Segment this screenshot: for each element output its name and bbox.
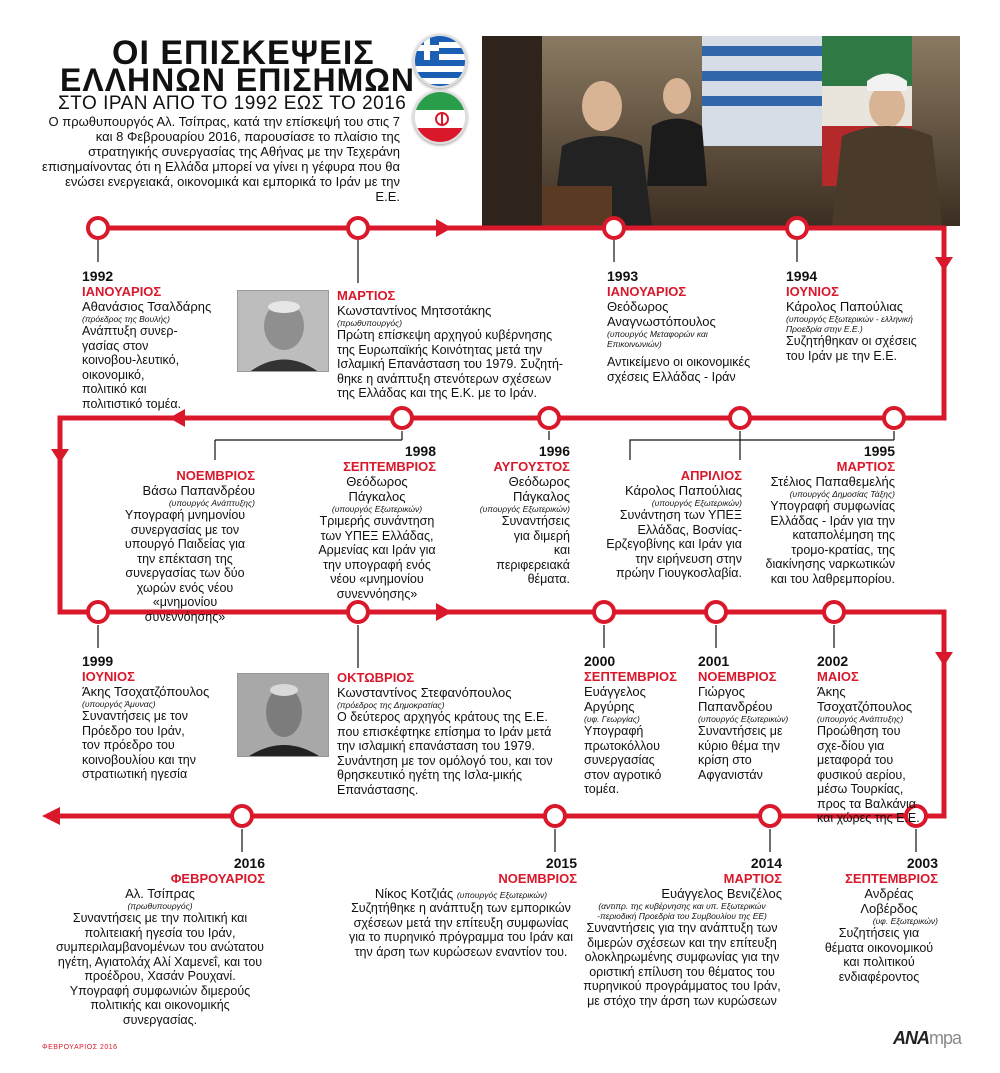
event-text: Συναντήσεις για την ανάπτυξη των διμερών σχέσεων και την επίτευξη ολοκληρωμένης συμφωνίας για την οριστική επίλυση του θέματος του πυρηνικού προγράμματος του Ιράν, με στόχο την άρση των κυρώσεων xyxy=(583,921,781,1008)
event-2002-may xyxy=(817,653,937,826)
event-year: 2016 xyxy=(233,855,265,871)
marker-1994 xyxy=(787,218,807,238)
event-text: Πρώτη επίσκεψη αρχηγού κυβέρνησης της Ευρωπαϊκής Κοινότητας μετά την Ισλαμική Επανάσταση του 1979. Συζητή-θηκε η ανάπτυξη στενότερων σχέσεων της Ελλάδας και της Ε.Κ. με το Ιράν. xyxy=(337,328,564,400)
event-1998-nov xyxy=(115,468,255,624)
title-line-1: ΟΙ ΕΠΙΣΚΕΨΕΙΣ xyxy=(112,34,375,72)
event-person: Αθανάσιος Τσαλδάρης xyxy=(82,299,212,314)
event-month: ΜΑΙΟΣ xyxy=(817,669,859,684)
event-year: 1999 xyxy=(82,653,114,669)
subtitle: ΣΤΟ ΙΡΑΝ ΑΠΟ ΤΟ 1992 ΕΩΣ ΤΟ 2016 xyxy=(58,93,407,114)
event-text: Προώθηση του σχε-δίου για μεταφορά του φυσικού αερίου, μέσω Τουρκίας, προς τα Βαλκάνια και χώρες της Ε.Ε. xyxy=(817,724,920,825)
event-person: Γιώργος Παπανδρέου xyxy=(698,684,773,714)
event-role: (υπουργός Μεταφορών και Επικοινωνιών) xyxy=(607,329,708,349)
event-person: Θεόδωρος Πάγκαλος xyxy=(508,474,570,504)
event-person: Βάσω Παπανδρέου xyxy=(142,483,255,498)
event-1999-oct xyxy=(337,670,562,797)
event-1996-aug xyxy=(465,443,570,587)
event-role: (υφ. Γεωργίας) xyxy=(584,714,640,724)
event-person: Κωνσταντίνος Μητσοτάκης xyxy=(337,303,492,318)
marker-1992 xyxy=(88,218,108,238)
event-month: ΙΑΝΟΥΑΡΙΟΣ xyxy=(82,284,162,299)
event-role: (υπουργός Εξωτερικών) xyxy=(479,504,570,514)
event-2014-mar xyxy=(582,855,782,1008)
event-year: 2014 xyxy=(750,855,782,871)
marker-2002 xyxy=(824,602,844,622)
arrow-left-icon xyxy=(169,409,185,427)
marker-1999-oct xyxy=(348,602,368,622)
event-text: Υπογραφή μνημονίου συνεργασίας με τον υπουργό Παιδείας για την επέκταση της συνεργασίας των δύο χωρών ενός νέου «μνημονίου συνεννόησης» xyxy=(124,508,246,624)
event-year: 2002 xyxy=(817,653,849,669)
event-role: (υπουργός Δημοσίας Τάξης) xyxy=(789,489,895,499)
event-month: ΜΑΡΤΙΟΣ xyxy=(723,871,782,886)
event-role: (υπουργός Ανάπτυξης) xyxy=(168,498,255,508)
event-2015-nov xyxy=(345,855,577,959)
event-1998-sep xyxy=(318,443,436,601)
event-1992-mar xyxy=(337,288,567,401)
title-line-2: ΕΛΛΗΝΩΝ ΕΠΙΣΗΜΩΝ xyxy=(60,62,415,98)
event-role: (αντιπρ. της κυβέρνησης και υπ. Εξωτερικών -περιοδική Προεδρία του Συμβουλίου της ΕΕ) xyxy=(597,901,767,921)
event-role: (υπουργός Εξωτερικών) xyxy=(651,498,742,508)
event-person: Θεόδωρος Αναγνωστόπουλος xyxy=(607,299,716,329)
event-month: ΣΕΠΤΕΜΒΡΙΟΣ xyxy=(845,871,938,886)
arrow-down-icon xyxy=(51,449,69,463)
event-year: 1994 xyxy=(786,268,818,284)
event-person: Ανδρέας Λοβέρδος xyxy=(860,886,918,916)
event-person: Κάρολος Παπούλιας xyxy=(786,299,904,314)
marker-1995 xyxy=(884,408,904,428)
event-month: ΣΕΠΤΕΜΒΡΙΟΣ xyxy=(343,459,436,474)
event-year: 1995 xyxy=(863,443,895,459)
event-1999-jun xyxy=(82,653,227,782)
event-person: Θεόδωρος Πάγκαλος xyxy=(346,474,408,504)
event-role: (πρόεδρος της Δημοκρατίας) xyxy=(337,700,445,710)
marker-1996 xyxy=(539,408,559,428)
event-person: Άκης Τσοχατζόπουλος xyxy=(817,684,913,714)
arrow-right-icon xyxy=(436,603,452,621)
footer-date: ΦΕΒΡΟΥΑΡΙΟΣ 2016 xyxy=(42,1044,118,1051)
event-role: (υφ. Εξωτερικών) xyxy=(872,916,938,926)
marker-2015 xyxy=(545,806,565,826)
event-month: ΟΚΤΩΒΡΙΟΣ xyxy=(337,670,415,685)
event-year: 2015 xyxy=(545,855,577,871)
stefanopoulos-portrait xyxy=(237,673,329,757)
event-text: Τριμερής συνάντηση των ΥΠΕΞ Ελλάδας, Αρμενίας και Ιράν για την υπογραφή ενός νέου «μνημονίου συνεννόησης» xyxy=(318,514,436,601)
event-text: Συζητήθηκε η ανάπτυξη των εμπορικών σχέσεων μετά την επίτευξη συμφωνίας για το πυρηνικό πρόγραμμα του Ιράν και την άρση των κυρώσεων εναντίον του. xyxy=(348,901,574,959)
mitsotakis-portrait xyxy=(237,290,329,372)
event-1993-jan xyxy=(607,268,767,384)
event-month: ΣΕΠΤΕΜΒΡΙΟΣ xyxy=(584,669,677,684)
marker-1998 xyxy=(392,408,412,428)
event-1995-mar xyxy=(760,443,895,586)
event-month: ΙΟΥΝΙΟΣ xyxy=(82,669,135,684)
arrow-right-icon xyxy=(436,219,452,237)
intro-text: Ο πρωθυπουργός Αλ. Τσίπρας, κατά την επίσκεψή του στις 7 και 8 Φεβρουαρίου 2016, παρουσίασε το πλαίσιο της στρατηγικής συνεργασίας της Αθήνας με την Τεχεράνη επισημαίνοντας ότι η Ελλάδα μπορεί να γίνει η γέφυρα που θα ενώσει ενεργειακά, οικονομικά και εμπορικά το Ιράν με την Ε.Ε. xyxy=(42,114,400,204)
event-2001-nov xyxy=(698,653,808,782)
event-month: ΑΠΡΙΛΙΟΣ xyxy=(680,468,742,483)
event-text: Ο δεύτερος αρχηγός κράτους της Ε.Ε. που επισκέφτηκε επίσημα το Ιράν μετά την ισλαμική επανάσταση του 1979. Συνάντηση με τον ομόλογό του, και τον θρησκευτικό ηγέτη της Ισλα-μικής Επανάστασης. xyxy=(337,710,553,797)
event-month: ΙΟΥΝΙΟΣ xyxy=(786,284,839,299)
event-person: Κάρολος Παπούλιας xyxy=(624,483,742,498)
marker-2001 xyxy=(706,602,726,622)
event-text: Συναντήσεις για διμερή και περιφερειακά θέματα. xyxy=(496,514,570,586)
event-month: ΜΑΡΤΙΟΣ xyxy=(836,459,895,474)
event-text: Συναντήσεις με τον Πρόεδρο του Ιράν, τον πρόεδρο του κοινοβουλίου και την στρατιωτική ηγεσία xyxy=(82,709,197,781)
event-text: Συναντήσεις με κύριο θέμα την κρίση στο Αφγανιστάν xyxy=(698,724,783,782)
marker-1993 xyxy=(604,218,624,238)
event-text: Συζητήθηκαν οι σχέσεις του Ιράν με την Ε.Ε. xyxy=(786,334,917,363)
event-person: Κωνσταντίνος Στεφανόπουλος xyxy=(337,685,512,700)
event-month: ΝΟΕΜΒΡΙΟΣ xyxy=(698,669,777,684)
event-month: ΑΥΓΟΥΣΤΟΣ xyxy=(493,459,570,474)
event-person: Αλ. Τσίπρας xyxy=(125,886,195,901)
event-2000-sep xyxy=(584,653,689,797)
event-text: Συνάντηση των ΥΠΕΞ Ελλάδας, Βοσνίας-Ερζεγοβίνης και Ιράν για την ειρήνευση στην πρώην Γιουγκοσλαβία. xyxy=(606,508,742,580)
event-text: Αντικείμενο οι οικονομικές σχέσεις Ελλάδας - Ιράν xyxy=(607,355,751,384)
event-role: (υπουργός Ανάπτυξης) xyxy=(817,714,904,724)
event-month: ΦΕΒΡΟΥΑΡΙΟΣ xyxy=(170,871,265,886)
event-text: Συζητήσεις για θέματα οικονομικού και πολιτικού ενδιαφέροντος xyxy=(824,926,934,984)
event-role: (υπουργός Εξωτερικών) xyxy=(331,504,423,514)
arrow-left-icon xyxy=(42,807,60,825)
event-role: (πρωθυπουργός) xyxy=(337,318,403,328)
event-text: Υπογραφή πρωτοκόλλου συνεργασίας στον αγροτικό τομέα. xyxy=(584,724,662,796)
event-role: (υπουργός Εξωτερικών) xyxy=(698,714,789,724)
arrow-down-icon xyxy=(935,652,953,666)
marker-2000 xyxy=(594,602,614,622)
event-person: Στέλιος Παπαθεμελής xyxy=(770,474,895,489)
event-year: 2003 xyxy=(906,855,938,871)
event-role: (υπουργός Εξωτερικών - ελληνική Προεδρία στην Ε.Ε.) xyxy=(786,314,913,334)
event-person: Ευάγγελος Βενιζέλος xyxy=(661,886,782,901)
event-role: (υπουργός Άμυνας) xyxy=(82,699,156,709)
event-1995-apr xyxy=(597,468,742,581)
event-text: Ανάπτυξη συνερ-γασίας στον κοινοβου-λευτικό, οικονομικό, πολιτικό και πολιτιστικό τομέα. xyxy=(82,324,182,411)
event-1994-jun xyxy=(786,268,926,363)
marker-2016 xyxy=(232,806,252,826)
event-year: 1998 xyxy=(404,443,436,459)
arrow-down-icon xyxy=(935,257,953,271)
event-1992-jan xyxy=(82,268,232,411)
event-month: ΝΟΕΜΒΡΙΟΣ xyxy=(176,468,255,483)
event-year: 2001 xyxy=(698,653,730,669)
event-text: Υπογραφή συμφωνίας Ελλάδας - Ιράν για την καταπολέμηση της τρομο-κρατίας, της διακίνησης ναρκωτικών και του λαθρεμπορίου. xyxy=(765,499,895,586)
event-year: 1992 xyxy=(82,268,114,284)
event-year: 1993 xyxy=(607,268,639,284)
event-text: Συναντήσεις με την πολιτική και πολιτειακή ηγεσία του Ιράν, συμπεριλαμβανομένων του ανώτατου ηγέτη, Αγιατολάχ Αλί Χαμενεΐ, και του προέδρου, Χασάν Ρουχανί. Υπογραφή συμφωνιών διμερούς πολιτικής και οικονομικής συνεργασίας. xyxy=(55,911,265,1027)
event-month: ΜΑΡΤΙΟΣ xyxy=(337,288,396,303)
event-person: Άκης Τσοχατζόπουλος xyxy=(82,684,210,699)
event-month: ΝΟΕΜΒΡΙΟΣ xyxy=(498,871,577,886)
event-month: ΙΑΝΟΥΑΡΙΟΣ xyxy=(607,284,687,299)
event-2003-sep xyxy=(820,855,938,984)
event-role: (πρόεδρος της Βουλής) xyxy=(82,314,171,324)
event-2016-feb xyxy=(55,855,265,1027)
ana-mpa-logo: ANAmpa xyxy=(893,1028,962,1048)
marker-1999 xyxy=(88,602,108,622)
event-year: 2000 xyxy=(584,653,616,669)
event-person: Νίκος Κοτζιάς (υπουργός Εξωτερικών) xyxy=(374,886,548,901)
event-person: Ευάγγελος Αργύρης xyxy=(584,684,646,714)
event-year: 1996 xyxy=(538,443,570,459)
marker-1992-mar xyxy=(348,218,368,238)
marker-2014 xyxy=(760,806,780,826)
event-role: (πρωθυπουργός) xyxy=(127,901,193,911)
marker-1995-apr xyxy=(730,408,750,428)
